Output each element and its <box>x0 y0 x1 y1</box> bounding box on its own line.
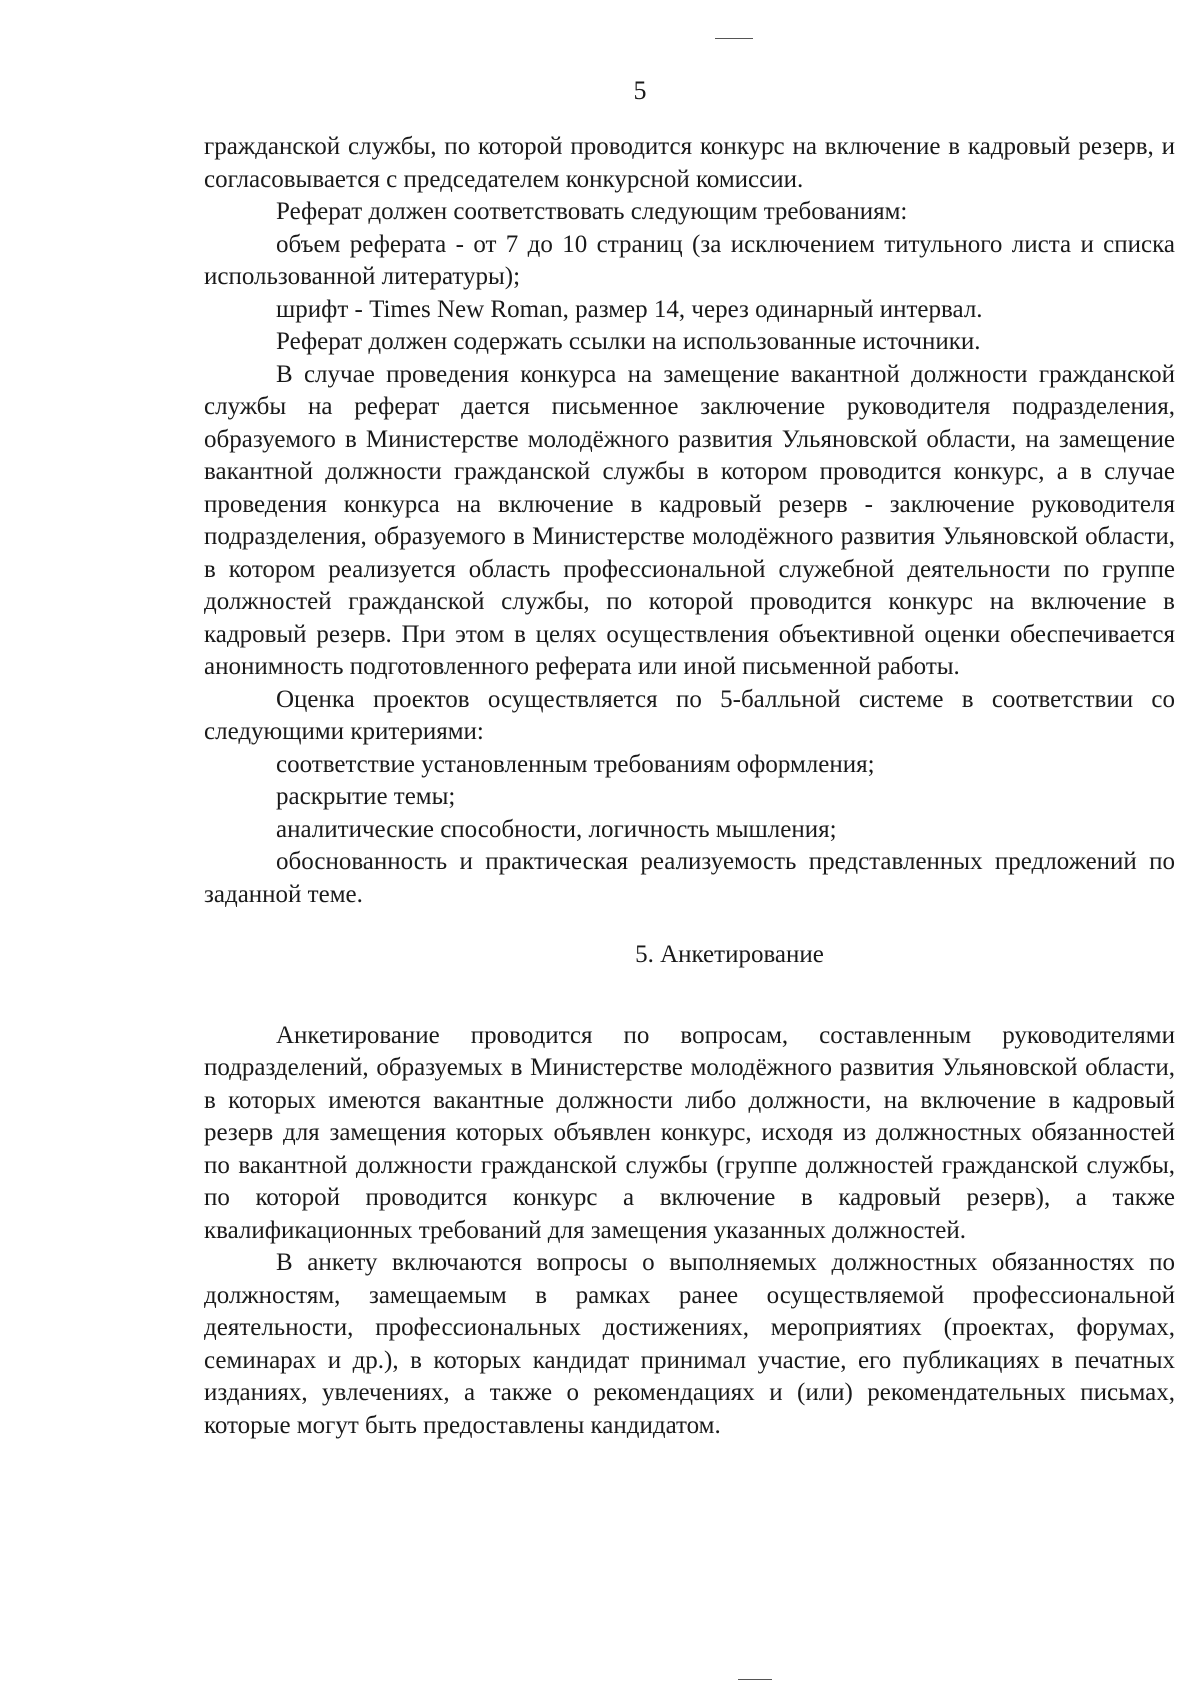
paragraph: Реферат должен соответствовать следующим требованиям: <box>276 198 908 225</box>
page-number: 5 <box>633 76 647 105</box>
paragraph: обоснованность и практическая реализуемость представленных предложений по заданной теме. <box>204 848 1175 908</box>
section-title: 5. Анкетирование <box>635 941 824 968</box>
scan-mark-top <box>715 38 753 39</box>
paragraphs-top <box>204 131 1175 911</box>
paragraph: соответствие установленным требованиям оформления; <box>276 750 875 778</box>
paragraph: Реферат должен содержать ссылки на использованные источники. <box>276 328 981 355</box>
paragraph: аналитические способности, логичность мышления; <box>276 815 837 843</box>
paragraph: раскрытие темы; <box>276 783 456 810</box>
paragraph: гражданской службы, по которой проводится конкурс на включение в кадровый резерв, и согласовывается с председателем конкурсной комиссии. <box>204 133 1175 193</box>
paragraph: В случае проведения конкурса на замещение вакантной должности гражданской службы на реферат дается письменное заключение руководителя подразделения, образуемого в Министерстве молодёжного развития Ульяновской области, на замещение вакантной должности гражданской службы в котором проводится конкурс, а в случае проведения конкурса на включение в кадровый резерв - заключение руководителя подразделения, образуемого в Министерстве молодёжного развития Ульяновской области, в котором реализуется область профессиональной служебной деятельности по группе должностей гражданской службы, по которой проводится конкурс на включение в кадровый резерв. При этом в целях осуществления объективной оценки обеспечивается анонимность подготовленного реферата или иной письменной работы. <box>204 360 1175 680</box>
paragraph: Оценка проектов осуществляется по 5-балльной системе в соответствии со следующими критериями: <box>204 685 1175 745</box>
paragraph: шрифт - Times New Roman, размер 14, через одинарный интервал. <box>276 295 983 323</box>
document-body <box>204 131 1175 1442</box>
scan-mark-bottom <box>738 1679 772 1680</box>
paragraph: объем реферата - от 7 до 10 страниц (за исключением титульного листа и списка использованной литературы); <box>204 230 1175 290</box>
paragraph: Анкетирование проводится по вопросам, составленным руководителями подразделений, образуемых в Министерстве молодёжного развития Ульяновской области, в которых имеются вакантные должности либо должности, на включение в кадровый резерв для замещения которых объявлен конкурс, исходя из должностных обязанностей по вакантной должности гражданской службы (группе должностей гражданской службы, по которой проводится конкурс а включение в кадровый резерв), а также квалификационных требований для замещения указанных должностей. <box>204 1021 1175 1244</box>
paragraphs-bottom <box>204 1020 1175 1443</box>
paragraph: В анкету включаются вопросы о выполняемых должностных обязанностях по должностям, замещаемым в рамках ранее осуществляемой профессиональной деятельности, профессиональных достижениях, мероприятиях (проектах, форумах, семинарах и др.), в которых кандидат принимал участие, его публикациях в печатных изданиях, увлечениях, а также о рекомендациях и (или) рекомендательных письмах, которые могут быть предоставлены кандидатом. <box>204 1249 1175 1439</box>
